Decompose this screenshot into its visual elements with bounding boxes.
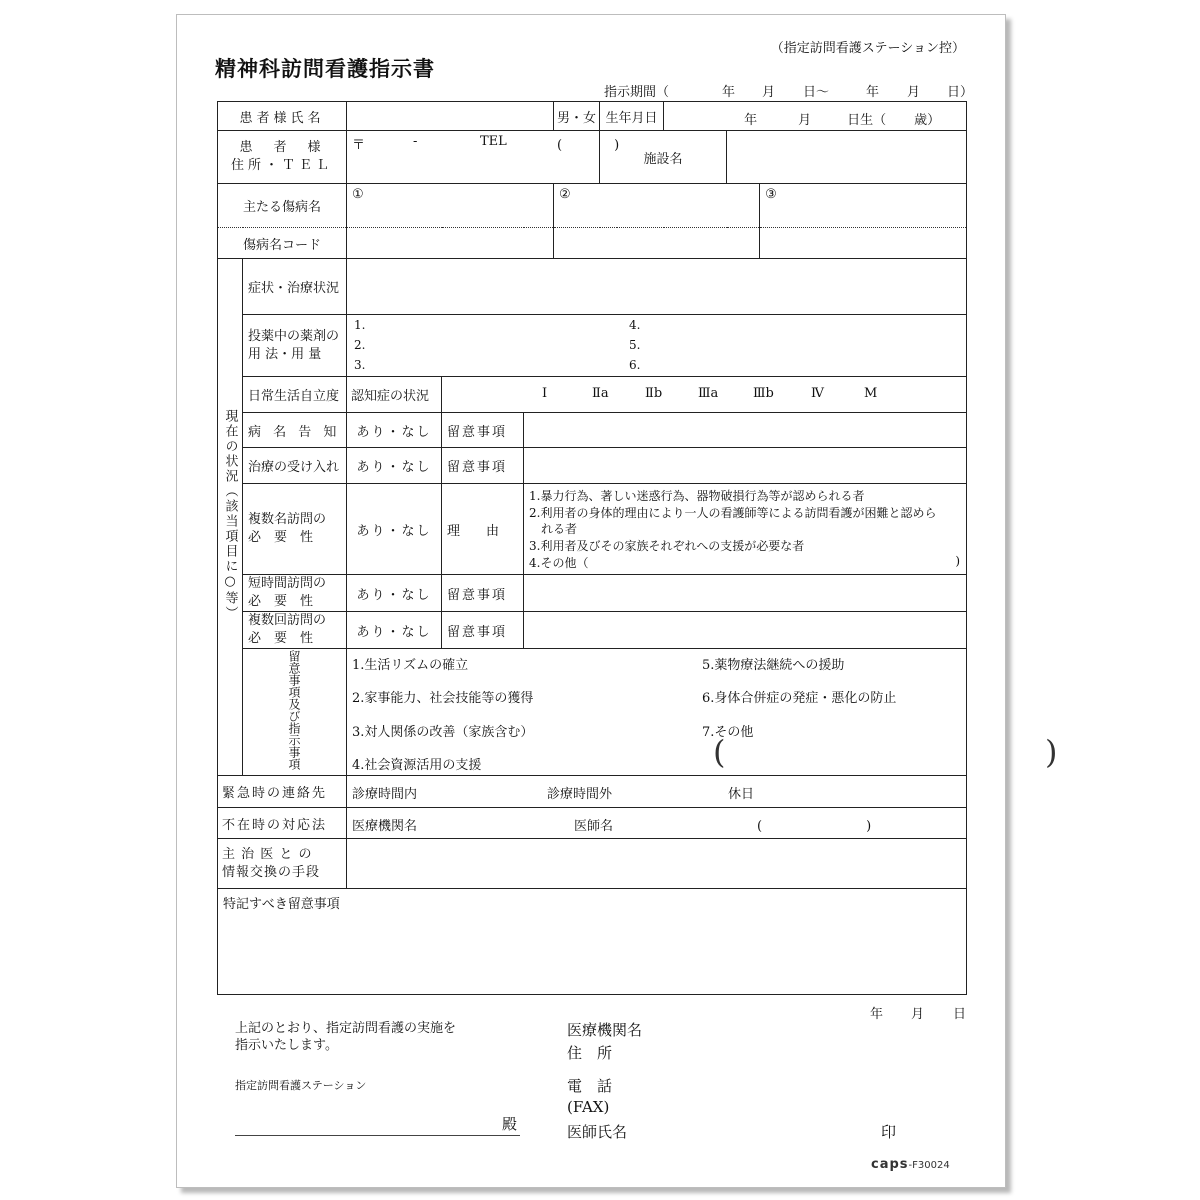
- medication-label-line1: 投薬中の薬剤の: [248, 328, 340, 344]
- postal-mark: 〒: [352, 138, 366, 153]
- dob-field[interactable]: [664, 102, 967, 131]
- special-notes-field[interactable]: [218, 889, 967, 995]
- acceptance-yes-no[interactable]: あり・なし: [347, 448, 442, 484]
- document-sheet: [176, 14, 1058, 1188]
- repeat-visit-caution-label: 留意事項: [442, 612, 524, 649]
- reason-4: 4.その他（: [529, 556, 589, 570]
- exchange-label-line2: 情報交換の手段: [222, 864, 321, 880]
- absence-label: 不在時の対応法: [218, 808, 347, 839]
- seal-mark: 印: [881, 1123, 897, 1141]
- current-status-side-label: 現在の状況（該当項目に○等）: [222, 409, 238, 621]
- dob-label: 生年月日: [600, 102, 664, 131]
- reason-3: 3.利用者及びその家族それぞれへの支援が必要な者: [529, 539, 805, 553]
- dementia-level-m[interactable]: M: [864, 386, 878, 401]
- current-status-side: [218, 259, 243, 776]
- instructions-side-label: 留意事項及び指示事項: [287, 650, 301, 770]
- sex-selector[interactable]: 男・女: [554, 102, 600, 131]
- notification-caution-label: 留意事項: [442, 413, 524, 448]
- tel-label: TEL: [480, 134, 507, 149]
- period-year-start: 年: [722, 85, 736, 100]
- medication-label-line2: 用 法・用 量: [248, 346, 322, 362]
- short-visit-label-line2: 必 要 性: [248, 594, 314, 609]
- facility-field[interactable]: [727, 131, 967, 184]
- period-year-end: 年: [866, 85, 880, 100]
- special-notes-label: 特記すべき留意事項: [223, 897, 340, 912]
- emergency-field[interactable]: [347, 776, 967, 808]
- row-notification: [218, 413, 967, 448]
- acceptance-label: 治療の受け入れ: [243, 448, 347, 484]
- station-dono: 殿: [502, 1115, 518, 1133]
- diagnosis-code-2[interactable]: [554, 228, 760, 259]
- row-patient-address: [218, 131, 967, 184]
- other-paren-open: (: [713, 733, 726, 771]
- notification-caution-field[interactable]: [524, 413, 967, 448]
- instruction-form-table: [217, 101, 1058, 995]
- short-visit-caution-field[interactable]: [524, 575, 967, 612]
- multi-person-label: [243, 484, 347, 575]
- instructions-field[interactable]: [347, 649, 1058, 776]
- row-repeat-visit: [218, 612, 967, 649]
- notification-yes-no[interactable]: あり・なし: [347, 413, 442, 448]
- short-visit-caution-label: 留意事項: [442, 575, 524, 612]
- repeat-visit-label-line1: 複数回訪問の: [248, 613, 327, 628]
- other-paren-close: ): [1045, 733, 1058, 771]
- short-visit-label: [243, 575, 347, 612]
- dementia-level-3a[interactable]: Ⅲa: [698, 386, 719, 401]
- address-footer-label: 住 所: [567, 1044, 613, 1062]
- reason-2-cont: れる者: [541, 522, 578, 536]
- exchange-field[interactable]: [347, 839, 967, 889]
- row-patient-name: [218, 102, 967, 131]
- facility-label: 施設名: [600, 131, 727, 184]
- exchange-label-line1: 主 治 医 と の: [222, 846, 313, 862]
- row-info-exchange: [218, 839, 967, 889]
- dementia-label: 認知症の状況: [347, 377, 442, 413]
- absence-doctor-label: 医師名: [574, 819, 614, 834]
- repeat-visit-yes-no[interactable]: あり・なし: [347, 612, 442, 649]
- row-acceptance: [218, 448, 967, 484]
- diagnosis-2[interactable]: ②: [554, 184, 760, 228]
- in-hours-label: 診療時間内: [352, 787, 418, 802]
- patient-name-label: 患者様氏名: [218, 102, 347, 131]
- row-adl: [218, 377, 967, 413]
- repeat-visit-label-line2: 必 要 性: [248, 631, 314, 646]
- symptom-label: 症状・治療状況: [243, 259, 347, 315]
- reason-2: 2.利用者の身体的理由により一人の看護師等による訪問看護が困難と認めら: [529, 506, 937, 520]
- absence-institution-label: 医療機関名: [352, 819, 418, 834]
- footer-date-year: 年: [870, 1007, 884, 1022]
- instruction-item-6[interactable]: 6.身体合併症の発症・悪化の防止: [702, 691, 897, 706]
- exchange-label: [218, 839, 347, 889]
- med-item-5: 5.: [629, 338, 641, 352]
- multi-person-label-line1: 複数名訪問の: [248, 512, 327, 527]
- instruction-item-4[interactable]: 4.社会資源活用の支援: [352, 758, 482, 773]
- instruction-item-5[interactable]: 5.薬物療法継続への援助: [702, 658, 845, 673]
- dob-year: 年: [744, 113, 758, 128]
- acceptance-caution-field[interactable]: [524, 448, 967, 484]
- multi-person-yes-no[interactable]: あり・なし: [347, 484, 442, 575]
- diagnosis-code-3[interactable]: [760, 228, 967, 259]
- document-title: 精神科訪問看護指示書: [215, 57, 435, 81]
- tel-paren: ( ): [557, 138, 620, 153]
- row-emergency-contact: [218, 776, 967, 808]
- row-instructions: [218, 649, 967, 776]
- reason-4-close: ): [955, 554, 961, 568]
- address-field[interactable]: [347, 131, 620, 184]
- dob-day: 日生（: [847, 113, 887, 128]
- phone-label: 電 話: [567, 1077, 613, 1095]
- postal-dash: -: [413, 134, 418, 149]
- dementia-level-1[interactable]: Ⅰ: [542, 386, 548, 401]
- dementia-level-4[interactable]: Ⅳ: [811, 386, 825, 401]
- dob-age: 歳）: [914, 113, 941, 128]
- period-month-start: 月: [762, 85, 776, 100]
- address-label: [218, 131, 347, 184]
- med-item-1: 1.: [354, 318, 366, 332]
- diagnosis-label: 主たる傷病名: [218, 184, 347, 228]
- diagnosis-3[interactable]: ③: [760, 184, 967, 228]
- med-item-4: 4.: [629, 318, 641, 332]
- acceptance-caution-label: 留意事項: [442, 448, 524, 484]
- brand-logo-text: caps: [871, 1157, 909, 1172]
- dementia-level-3b[interactable]: Ⅲb: [753, 386, 774, 401]
- period-label: 指示期間（: [604, 85, 670, 100]
- emergency-label: 緊急時の連絡先: [218, 776, 347, 808]
- instruction-item-2[interactable]: 2.家事能力、社会技能等の獲得: [352, 691, 534, 706]
- period-day-end: 日）: [947, 85, 974, 100]
- fax-label: (FAX): [567, 1098, 610, 1116]
- patient-name-field[interactable]: [347, 102, 554, 131]
- statement-line2: 指示いたします。: [235, 1038, 338, 1053]
- reason-1: 1.暴力行為、著しい迷惑行為、器物破損行為等が認められる者: [529, 489, 865, 503]
- row-multi-person: [218, 484, 967, 575]
- short-visit-yes-no[interactable]: あり・なし: [347, 575, 442, 612]
- dementia-levels[interactable]: [442, 377, 967, 413]
- multi-person-label-line2: 必 要 性: [248, 530, 314, 545]
- holiday-label: 休日: [728, 787, 755, 802]
- reason-label: 理 由: [442, 484, 524, 575]
- row-short-visit: [218, 575, 967, 612]
- out-hours-label: 診療時間外: [547, 787, 613, 802]
- med-item-3: 3.: [354, 358, 366, 372]
- medication-field[interactable]: [347, 315, 967, 377]
- row-diagnosis: [218, 184, 967, 228]
- absence-doctor-paren: ( ): [757, 819, 872, 834]
- footer-date-day: 日: [953, 1007, 967, 1022]
- row-symptoms: [218, 259, 967, 315]
- repeat-visit-caution-field[interactable]: [524, 612, 967, 649]
- period-day-start: 日〜: [803, 85, 830, 100]
- row-special-notes: [218, 889, 967, 995]
- diagnosis-code-1[interactable]: [347, 228, 554, 259]
- repeat-visit-label: [243, 612, 347, 649]
- diagnosis-1[interactable]: ①: [347, 184, 554, 228]
- absence-field[interactable]: [347, 808, 967, 839]
- adl-label: 日常生活自立度: [243, 377, 347, 413]
- symptom-field[interactable]: [347, 259, 967, 315]
- station-label: 指定訪問看護ステーション: [235, 1079, 367, 1092]
- institution-label: 医療機関名: [567, 1021, 643, 1039]
- instruction-item-1[interactable]: 1.生活リズムの確立: [352, 658, 469, 673]
- row-diagnosis-code: [218, 228, 967, 259]
- dementia-level-2a[interactable]: Ⅱa: [592, 386, 609, 401]
- dob-month: 月: [798, 113, 812, 128]
- medication-label: [243, 315, 347, 377]
- instruction-item-3[interactable]: 3.対人関係の改善（家族含む）: [352, 725, 534, 740]
- diagnosis-code-label: 傷病名コード: [218, 228, 347, 259]
- med-item-6: 6.: [629, 358, 641, 372]
- doctor-name-label: 医師氏名: [567, 1123, 628, 1141]
- row-medication: [218, 315, 967, 377]
- address-label-line2: 住所・ＴＥＬ: [231, 158, 334, 173]
- instruction-item-7[interactable]: 7.その他: [702, 725, 754, 740]
- short-visit-label-line1: 短時間訪問の: [248, 576, 327, 591]
- med-item-2: 2.: [354, 338, 366, 352]
- reason-list[interactable]: [524, 484, 967, 575]
- row-absence-response: [218, 808, 967, 839]
- footer-date-month: 月: [911, 1007, 925, 1022]
- brand-logo: [871, 1153, 950, 1172]
- instructions-side: [243, 649, 347, 776]
- notification-label: 病 名 告 知: [243, 413, 347, 448]
- dementia-level-2b[interactable]: Ⅱb: [645, 386, 663, 401]
- period-month-end: 月: [907, 85, 921, 100]
- statement-line1: 上記のとおり、指定訪問看護の実施を: [235, 1021, 457, 1036]
- address-label-line1: 患 者 様: [239, 140, 325, 155]
- copy-label: （指定訪問看護ステーション控）: [770, 41, 965, 56]
- station-name-line[interactable]: [235, 1135, 520, 1136]
- form-code: -F30024: [908, 1160, 950, 1171]
